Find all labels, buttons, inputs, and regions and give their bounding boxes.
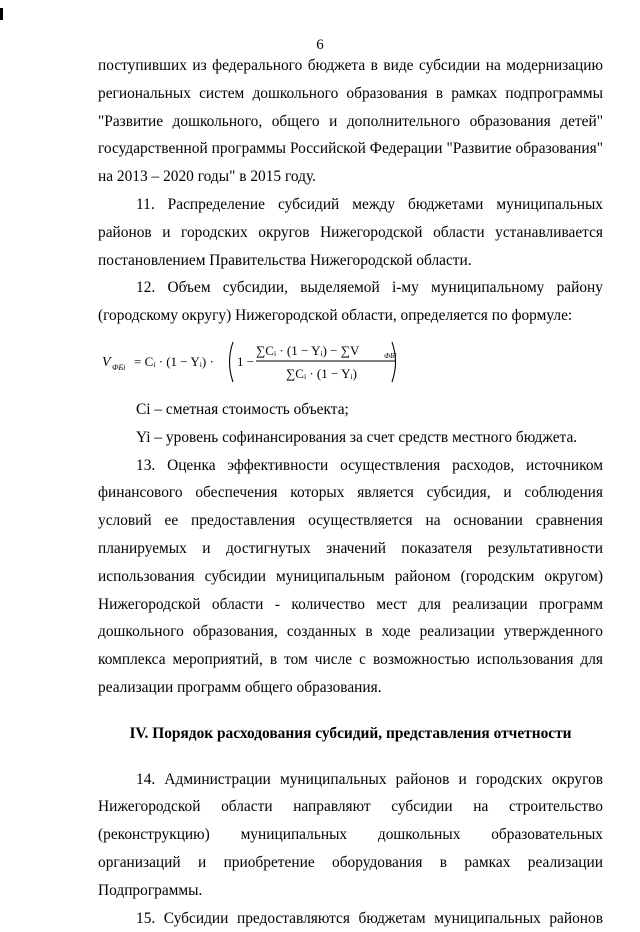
formula-rhs-left: = Cᵢ · (1 − Yᵢ) · — [134, 353, 214, 369]
formula-lhs: V — [102, 354, 111, 370]
formula-denominator: ∑Cᵢ · (1 − Yᵢ) — [286, 365, 357, 381]
formula-right-paren — [392, 342, 396, 382]
paragraph-11: 11. Распределение субсидий между бюджетами муниципальных районов и городских округов Нижегородской области устанавливается постановлением Правительства Нижегородской области. — [98, 195, 603, 269]
definition-ci: Ci – сметная стоимость объекта; — [136, 400, 349, 418]
paragraph-14: 14. Администрации муниципальных районов и городских округов Нижегородской области направляют субсидии на строительство (реконструкцию) муниципальных дошкольных образовательных организаций и приобретение оборудования в рамках реализации Подпрограммы. — [98, 770, 603, 899]
paragraph-13: 13. Оценка эффективности осуществления расходов, источником финансового обеспечения которых является субсидия, и соблюдения условий ее предоставления осуществляется на основании сравнения планируемых и достигнутых значений показателя результативности использования субсидии муниципальным районом (городским округом) Нижегородской области - количество мест для реализации программ дошкольного образования, созданных в ходе реализации утвержденного комплекса мероприятий, в том числе с возможностью использования для реализации программ общего образования. — [98, 456, 603, 696]
definition-yi: Yi – уровень софинансирования за счет средств местного бюджета. — [136, 428, 578, 446]
formula-numerator-sub: ФБi — [384, 350, 397, 360]
formula-numerator: ∑Cᵢ · (1 − Yᵢ) − ∑V — [256, 342, 360, 358]
paragraph-intro: поступивших из федерального бюджета в виде субсидии на модернизацию региональных систем дошкольного образования в рамках подпрограммы "Развитие дошкольного, общего и дополнительного образования детей" государственной программы Российской Федерации "Развитие образования" на 2013 – 2020 годы" в 2015 году. — [98, 57, 603, 186]
page-number: 6 — [316, 37, 324, 53]
scan-edge-mark — [0, 8, 3, 20]
paragraph-12: 12. Объем субсидии, выделяемой i-му муниципальному району (городскому округу) Нижегородской области, определяется по формуле: — [98, 279, 603, 325]
formula-left-paren — [230, 342, 234, 382]
formula-lhs-sub: ФБi — [112, 362, 126, 372]
formula-one-minus: 1 − — [237, 353, 255, 369]
paragraph-15: 15. Субсидии предоставляются бюджетам муниципальных районов — [136, 909, 603, 927]
document-body — [98, 52, 603, 932]
subsidy-formula — [100, 336, 603, 388]
section-heading: IV. Порядок расходования субсидий, представления отчетности — [129, 724, 572, 742]
